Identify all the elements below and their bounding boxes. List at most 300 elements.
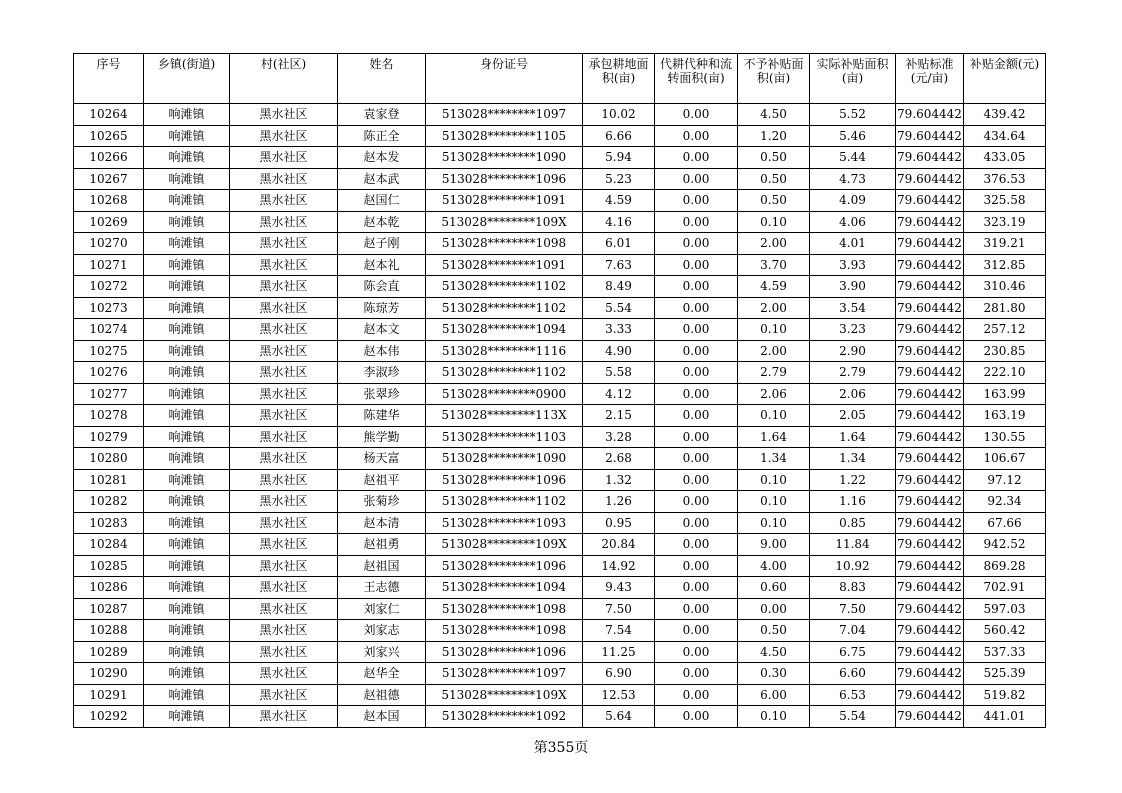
table-row [74, 362, 1046, 384]
cell-village: 黑水社区 [230, 190, 338, 212]
cell-transfer-area: 0.00 [655, 469, 738, 491]
cell-town: 响滩镇 [144, 340, 230, 362]
cell-transfer-area: 0.00 [655, 684, 738, 706]
cell-transfer-area: 0.00 [655, 426, 738, 448]
cell-village: 黑水社区 [230, 577, 338, 599]
cell-transfer-area: 0.00 [655, 190, 738, 212]
cell-town: 响滩镇 [144, 684, 230, 706]
table-row [74, 620, 1046, 642]
cell-excluded-area: 3.70 [738, 254, 810, 276]
header-subsidy-amount: 补贴金额(元) [964, 54, 1046, 104]
cell-id-number: 513028********1097 [426, 104, 583, 126]
cell-village: 黑水社区 [230, 362, 338, 384]
cell-village: 黑水社区 [230, 276, 338, 298]
cell-subsidy-amount: 439.42 [964, 104, 1046, 126]
cell-town: 响滩镇 [144, 233, 230, 255]
cell-village: 黑水社区 [230, 469, 338, 491]
cell-subsidy-rate: 79.604442 [896, 254, 964, 276]
cell-name: 袁家登 [338, 104, 426, 126]
cell-village: 黑水社区 [230, 383, 338, 405]
cell-serial-no: 10268 [74, 190, 144, 212]
cell-actual-area: 4.73 [810, 168, 896, 190]
cell-town: 响滩镇 [144, 620, 230, 642]
cell-excluded-area: 2.00 [738, 340, 810, 362]
cell-contract-area: 5.54 [583, 297, 655, 319]
cell-actual-area: 3.93 [810, 254, 896, 276]
cell-subsidy-rate: 79.604442 [896, 211, 964, 233]
cell-subsidy-amount: 376.53 [964, 168, 1046, 190]
cell-town: 响滩镇 [144, 448, 230, 470]
cell-excluded-area: 0.10 [738, 211, 810, 233]
cell-serial-no: 10282 [74, 491, 144, 513]
cell-subsidy-rate: 79.604442 [896, 620, 964, 642]
cell-transfer-area: 0.00 [655, 362, 738, 384]
cell-contract-area: 5.94 [583, 147, 655, 169]
cell-actual-area: 1.16 [810, 491, 896, 513]
cell-subsidy-amount: 519.82 [964, 684, 1046, 706]
cell-actual-area: 3.54 [810, 297, 896, 319]
table-row [74, 706, 1046, 728]
table-row [74, 297, 1046, 319]
table-row [74, 254, 1046, 276]
cell-subsidy-amount: 560.42 [964, 620, 1046, 642]
cell-town: 响滩镇 [144, 663, 230, 685]
table-row [74, 555, 1046, 577]
table-row [74, 534, 1046, 556]
cell-excluded-area: 4.00 [738, 555, 810, 577]
cell-contract-area: 1.32 [583, 469, 655, 491]
cell-contract-area: 10.02 [583, 104, 655, 126]
cell-id-number: 513028********0900 [426, 383, 583, 405]
cell-serial-no: 10291 [74, 684, 144, 706]
cell-serial-no: 10285 [74, 555, 144, 577]
cell-subsidy-rate: 79.604442 [896, 448, 964, 470]
cell-id-number: 513028********1094 [426, 319, 583, 341]
cell-transfer-area: 0.00 [655, 663, 738, 685]
cell-subsidy-amount: 130.55 [964, 426, 1046, 448]
cell-excluded-area: 9.00 [738, 534, 810, 556]
cell-actual-area: 6.60 [810, 663, 896, 685]
cell-name: 赵本乾 [338, 211, 426, 233]
cell-village: 黑水社区 [230, 555, 338, 577]
cell-name: 熊学勤 [338, 426, 426, 448]
table-row [74, 448, 1046, 470]
cell-serial-no: 10288 [74, 620, 144, 642]
cell-town: 响滩镇 [144, 254, 230, 276]
cell-town: 响滩镇 [144, 168, 230, 190]
cell-id-number: 513028********1093 [426, 512, 583, 534]
cell-subsidy-rate: 79.604442 [896, 641, 964, 663]
cell-id-number: 513028********1102 [426, 276, 583, 298]
cell-village: 黑水社区 [230, 491, 338, 513]
cell-subsidy-rate: 79.604442 [896, 340, 964, 362]
cell-name: 赵本礼 [338, 254, 426, 276]
cell-transfer-area: 0.00 [655, 512, 738, 534]
cell-transfer-area: 0.00 [655, 233, 738, 255]
cell-subsidy-rate: 79.604442 [896, 233, 964, 255]
cell-contract-area: 7.54 [583, 620, 655, 642]
cell-serial-no: 10289 [74, 641, 144, 663]
cell-transfer-area: 0.00 [655, 534, 738, 556]
cell-actual-area: 5.46 [810, 125, 896, 147]
cell-serial-no: 10269 [74, 211, 144, 233]
cell-excluded-area: 4.50 [738, 641, 810, 663]
cell-town: 响滩镇 [144, 641, 230, 663]
cell-village: 黑水社区 [230, 254, 338, 276]
cell-serial-no: 10275 [74, 340, 144, 362]
cell-excluded-area: 4.50 [738, 104, 810, 126]
cell-excluded-area: 0.10 [738, 405, 810, 427]
cell-contract-area: 4.12 [583, 383, 655, 405]
cell-id-number: 513028********1094 [426, 577, 583, 599]
cell-subsidy-rate: 79.604442 [896, 147, 964, 169]
cell-serial-no: 10280 [74, 448, 144, 470]
cell-serial-no: 10290 [74, 663, 144, 685]
cell-transfer-area: 0.00 [655, 104, 738, 126]
cell-serial-no: 10283 [74, 512, 144, 534]
header-transfer-area: 代耕代种和流转面积(亩) [655, 54, 738, 104]
header-contract-area: 承包耕地面积(亩) [583, 54, 655, 104]
cell-village: 黑水社区 [230, 684, 338, 706]
cell-excluded-area: 4.59 [738, 276, 810, 298]
subsidy-table [73, 53, 1046, 728]
cell-excluded-area: 2.79 [738, 362, 810, 384]
cell-subsidy-rate: 79.604442 [896, 104, 964, 126]
cell-subsidy-amount: 597.03 [964, 598, 1046, 620]
cell-name: 张菊珍 [338, 491, 426, 513]
cell-village: 黑水社区 [230, 598, 338, 620]
cell-id-number: 513028********1096 [426, 641, 583, 663]
cell-name: 王志德 [338, 577, 426, 599]
cell-serial-no: 10273 [74, 297, 144, 319]
cell-town: 响滩镇 [144, 125, 230, 147]
cell-subsidy-amount: 433.05 [964, 147, 1046, 169]
cell-excluded-area: 0.50 [738, 190, 810, 212]
cell-subsidy-rate: 79.604442 [896, 426, 964, 448]
header-row [74, 54, 1046, 104]
cell-serial-no: 10272 [74, 276, 144, 298]
page-number: 第355页 [533, 740, 589, 756]
cell-name: 赵本武 [338, 168, 426, 190]
cell-subsidy-amount: 281.80 [964, 297, 1046, 319]
cell-subsidy-amount: 942.52 [964, 534, 1046, 556]
cell-subsidy-amount: 319.21 [964, 233, 1046, 255]
cell-serial-no: 10284 [74, 534, 144, 556]
cell-subsidy-rate: 79.604442 [896, 276, 964, 298]
cell-subsidy-amount: 325.58 [964, 190, 1046, 212]
table-row [74, 319, 1046, 341]
cell-name: 赵祖德 [338, 684, 426, 706]
cell-actual-area: 3.90 [810, 276, 896, 298]
cell-id-number: 513028********1096 [426, 469, 583, 491]
cell-town: 响滩镇 [144, 104, 230, 126]
cell-village: 黑水社区 [230, 448, 338, 470]
cell-name: 张翠珍 [338, 383, 426, 405]
cell-id-number: 513028********113X [426, 405, 583, 427]
cell-transfer-area: 0.00 [655, 598, 738, 620]
cell-contract-area: 3.28 [583, 426, 655, 448]
cell-name: 赵祖国 [338, 555, 426, 577]
cell-transfer-area: 0.00 [655, 555, 738, 577]
cell-town: 响滩镇 [144, 534, 230, 556]
cell-name: 陈会直 [338, 276, 426, 298]
table-row [74, 684, 1046, 706]
cell-excluded-area: 0.30 [738, 663, 810, 685]
cell-excluded-area: 0.50 [738, 168, 810, 190]
cell-id-number: 513028********1098 [426, 233, 583, 255]
cell-name: 李淑珍 [338, 362, 426, 384]
table-row [74, 340, 1046, 362]
cell-subsidy-amount: 525.39 [964, 663, 1046, 685]
header-village: 村(社区) [230, 54, 338, 104]
cell-actual-area: 11.84 [810, 534, 896, 556]
cell-name: 赵国仁 [338, 190, 426, 212]
cell-name: 刘家志 [338, 620, 426, 642]
cell-village: 黑水社区 [230, 641, 338, 663]
cell-town: 响滩镇 [144, 190, 230, 212]
cell-actual-area: 2.79 [810, 362, 896, 384]
cell-village: 黑水社区 [230, 405, 338, 427]
cell-excluded-area: 0.10 [738, 469, 810, 491]
cell-id-number: 513028********1098 [426, 620, 583, 642]
cell-serial-no: 10265 [74, 125, 144, 147]
cell-id-number: 513028********109X [426, 684, 583, 706]
cell-contract-area: 12.53 [583, 684, 655, 706]
cell-contract-area: 5.23 [583, 168, 655, 190]
cell-subsidy-rate: 79.604442 [896, 491, 964, 513]
cell-transfer-area: 0.00 [655, 577, 738, 599]
cell-town: 响滩镇 [144, 319, 230, 341]
cell-id-number: 513028********1116 [426, 340, 583, 362]
cell-actual-area: 3.23 [810, 319, 896, 341]
cell-excluded-area: 0.50 [738, 620, 810, 642]
cell-village: 黑水社区 [230, 512, 338, 534]
cell-name: 陈建华 [338, 405, 426, 427]
cell-id-number: 513028********1096 [426, 555, 583, 577]
cell-excluded-area: 1.64 [738, 426, 810, 448]
cell-village: 黑水社区 [230, 125, 338, 147]
cell-subsidy-amount: 163.19 [964, 405, 1046, 427]
cell-subsidy-rate: 79.604442 [896, 577, 964, 599]
cell-excluded-area: 2.00 [738, 297, 810, 319]
cell-id-number: 513028********1096 [426, 168, 583, 190]
cell-name: 赵祖平 [338, 469, 426, 491]
cell-actual-area: 2.05 [810, 405, 896, 427]
cell-actual-area: 10.92 [810, 555, 896, 577]
cell-serial-no: 10281 [74, 469, 144, 491]
cell-transfer-area: 0.00 [655, 254, 738, 276]
cell-subsidy-rate: 79.604442 [896, 125, 964, 147]
header-actual-area: 实际补贴面积(亩) [810, 54, 896, 104]
cell-id-number: 513028********109X [426, 211, 583, 233]
cell-contract-area: 6.90 [583, 663, 655, 685]
cell-name: 赵子刚 [338, 233, 426, 255]
cell-name: 赵本发 [338, 147, 426, 169]
table-row [74, 405, 1046, 427]
cell-village: 黑水社区 [230, 663, 338, 685]
cell-subsidy-amount: 434.64 [964, 125, 1046, 147]
cell-excluded-area: 0.10 [738, 319, 810, 341]
table-row [74, 491, 1046, 513]
header-town: 乡镇(街道) [144, 54, 230, 104]
header-id-number: 身份证号 [426, 54, 583, 104]
cell-subsidy-amount: 441.01 [964, 706, 1046, 728]
cell-actual-area: 2.06 [810, 383, 896, 405]
cell-town: 响滩镇 [144, 491, 230, 513]
cell-actual-area: 5.44 [810, 147, 896, 169]
cell-contract-area: 1.26 [583, 491, 655, 513]
cell-subsidy-rate: 79.604442 [896, 297, 964, 319]
cell-subsidy-amount: 97.12 [964, 469, 1046, 491]
cell-excluded-area: 0.10 [738, 512, 810, 534]
cell-village: 黑水社区 [230, 233, 338, 255]
cell-actual-area: 1.34 [810, 448, 896, 470]
cell-serial-no: 10270 [74, 233, 144, 255]
cell-subsidy-rate: 79.604442 [896, 362, 964, 384]
table-row [74, 168, 1046, 190]
cell-village: 黑水社区 [230, 340, 338, 362]
header-excluded-area: 不予补贴面积(亩) [738, 54, 810, 104]
cell-id-number: 513028********1102 [426, 362, 583, 384]
cell-contract-area: 2.68 [583, 448, 655, 470]
cell-transfer-area: 0.00 [655, 706, 738, 728]
table-row [74, 211, 1046, 233]
cell-actual-area: 8.83 [810, 577, 896, 599]
cell-town: 响滩镇 [144, 555, 230, 577]
cell-name: 赵华全 [338, 663, 426, 685]
cell-actual-area: 6.53 [810, 684, 896, 706]
cell-town: 响滩镇 [144, 297, 230, 319]
cell-transfer-area: 0.00 [655, 405, 738, 427]
cell-actual-area: 1.22 [810, 469, 896, 491]
cell-town: 响滩镇 [144, 362, 230, 384]
cell-id-number: 513028********1105 [426, 125, 583, 147]
cell-town: 响滩镇 [144, 469, 230, 491]
cell-excluded-area: 2.00 [738, 233, 810, 255]
cell-contract-area: 7.63 [583, 254, 655, 276]
cell-name: 赵本文 [338, 319, 426, 341]
cell-name: 刘家仁 [338, 598, 426, 620]
cell-transfer-area: 0.00 [655, 319, 738, 341]
cell-id-number: 513028********1102 [426, 491, 583, 513]
cell-subsidy-amount: 257.12 [964, 319, 1046, 341]
cell-subsidy-amount: 310.46 [964, 276, 1046, 298]
table-row [74, 190, 1046, 212]
table-row [74, 577, 1046, 599]
cell-transfer-area: 0.00 [655, 168, 738, 190]
cell-transfer-area: 0.00 [655, 641, 738, 663]
cell-serial-no: 10286 [74, 577, 144, 599]
cell-actual-area: 2.90 [810, 340, 896, 362]
cell-serial-no: 10292 [74, 706, 144, 728]
cell-id-number: 513028********1103 [426, 426, 583, 448]
cell-village: 黑水社区 [230, 620, 338, 642]
cell-town: 响滩镇 [144, 512, 230, 534]
cell-contract-area: 4.90 [583, 340, 655, 362]
cell-id-number: 513028********1091 [426, 254, 583, 276]
cell-excluded-area: 0.10 [738, 706, 810, 728]
header-serial-no: 序号 [74, 54, 144, 104]
cell-subsidy-rate: 79.604442 [896, 469, 964, 491]
cell-id-number: 513028********1091 [426, 190, 583, 212]
table-row [74, 641, 1046, 663]
cell-subsidy-amount: 869.28 [964, 555, 1046, 577]
cell-transfer-area: 0.00 [655, 620, 738, 642]
table-row [74, 663, 1046, 685]
cell-town: 响滩镇 [144, 577, 230, 599]
cell-excluded-area: 1.34 [738, 448, 810, 470]
cell-subsidy-rate: 79.604442 [896, 534, 964, 556]
cell-contract-area: 4.16 [583, 211, 655, 233]
cell-excluded-area: 6.00 [738, 684, 810, 706]
cell-contract-area: 5.64 [583, 706, 655, 728]
cell-excluded-area: 1.20 [738, 125, 810, 147]
cell-town: 响滩镇 [144, 383, 230, 405]
cell-excluded-area: 0.50 [738, 147, 810, 169]
cell-subsidy-amount: 537.33 [964, 641, 1046, 663]
cell-name: 陈琼芳 [338, 297, 426, 319]
cell-actual-area: 7.50 [810, 598, 896, 620]
table-row [74, 469, 1046, 491]
cell-transfer-area: 0.00 [655, 383, 738, 405]
header-subsidy-rate: 补贴标准(元/亩) [896, 54, 964, 104]
cell-subsidy-rate: 79.604442 [896, 190, 964, 212]
cell-name: 陈正全 [338, 125, 426, 147]
cell-actual-area: 5.52 [810, 104, 896, 126]
cell-town: 响滩镇 [144, 706, 230, 728]
table-row [74, 426, 1046, 448]
cell-transfer-area: 0.00 [655, 340, 738, 362]
table-row [74, 383, 1046, 405]
cell-id-number: 513028********1102 [426, 297, 583, 319]
cell-subsidy-amount: 312.85 [964, 254, 1046, 276]
cell-name: 赵本国 [338, 706, 426, 728]
cell-id-number: 513028********109X [426, 534, 583, 556]
cell-subsidy-amount: 323.19 [964, 211, 1046, 233]
cell-subsidy-amount: 222.10 [964, 362, 1046, 384]
cell-contract-area: 5.58 [583, 362, 655, 384]
table-row [74, 104, 1046, 126]
cell-excluded-area: 0.60 [738, 577, 810, 599]
cell-serial-no: 10266 [74, 147, 144, 169]
cell-town: 响滩镇 [144, 405, 230, 427]
cell-transfer-area: 0.00 [655, 448, 738, 470]
table-row [74, 598, 1046, 620]
table-row [74, 512, 1046, 534]
cell-contract-area: 20.84 [583, 534, 655, 556]
cell-village: 黑水社区 [230, 706, 338, 728]
cell-town: 响滩镇 [144, 426, 230, 448]
cell-village: 黑水社区 [230, 211, 338, 233]
cell-serial-no: 10279 [74, 426, 144, 448]
table-row [74, 147, 1046, 169]
cell-name: 赵本清 [338, 512, 426, 534]
cell-contract-area: 6.66 [583, 125, 655, 147]
cell-serial-no: 10277 [74, 383, 144, 405]
cell-transfer-area: 0.00 [655, 297, 738, 319]
cell-subsidy-rate: 79.604442 [896, 512, 964, 534]
table-row [74, 233, 1046, 255]
cell-subsidy-amount: 163.99 [964, 383, 1046, 405]
cell-serial-no: 10274 [74, 319, 144, 341]
cell-actual-area: 4.01 [810, 233, 896, 255]
cell-village: 黑水社区 [230, 147, 338, 169]
cell-contract-area: 6.01 [583, 233, 655, 255]
cell-contract-area: 0.95 [583, 512, 655, 534]
cell-contract-area: 9.43 [583, 577, 655, 599]
cell-subsidy-rate: 79.604442 [896, 319, 964, 341]
cell-village: 黑水社区 [230, 297, 338, 319]
